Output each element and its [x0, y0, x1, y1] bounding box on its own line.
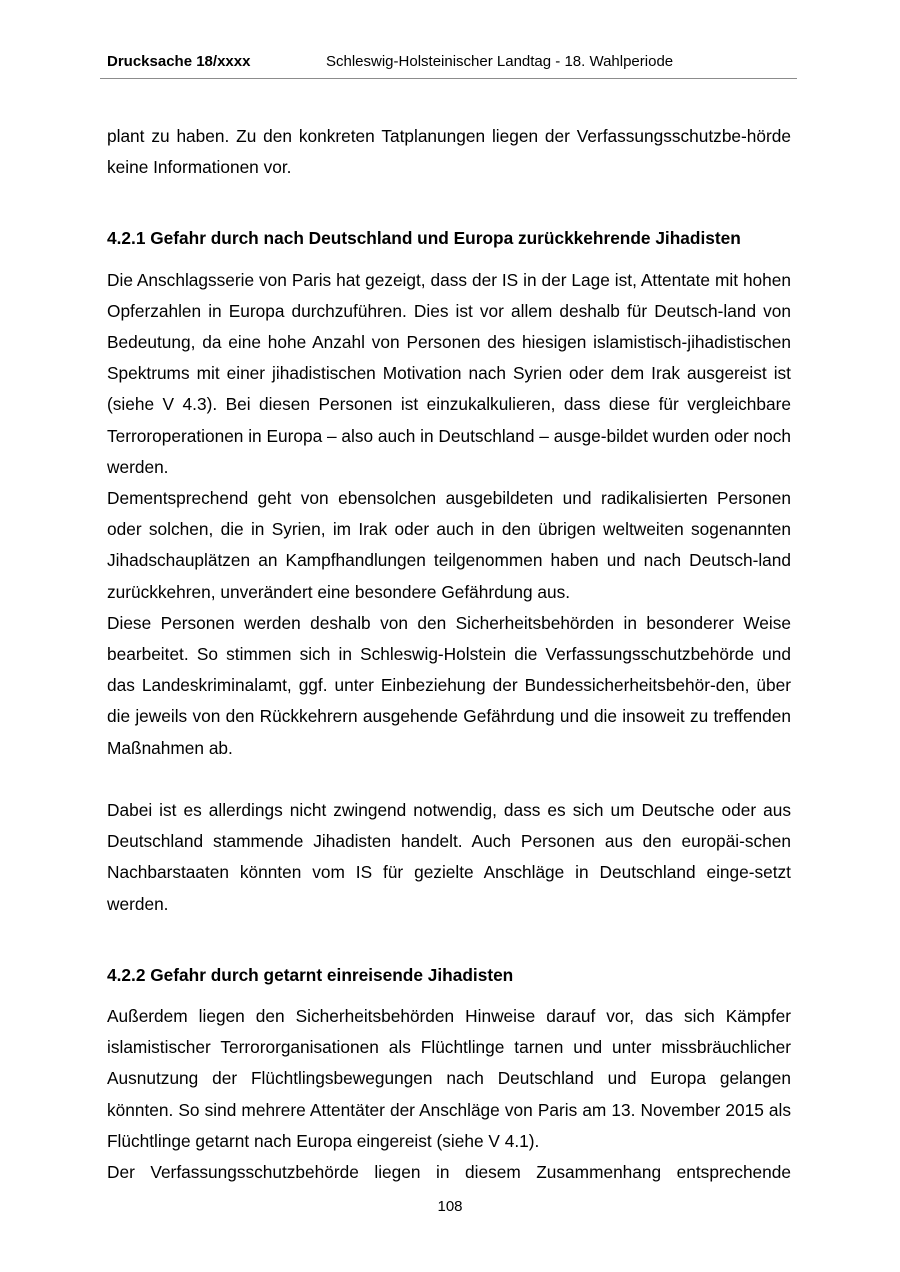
document-number: Drucksache 18/xxxx: [107, 53, 251, 70]
page-number: 108: [437, 1198, 463, 1215]
institution-title: Schleswig-Holsteinischer Landtag - 18. Wahlperiode: [326, 53, 674, 70]
page-header: [100, 52, 797, 79]
paragraph-4-2-1-c: Diese Personen werden deshalb von den Sicherheitsbehörden in besonderer Weise bearbeitet. So stimmen sich in Schleswig-Holstein die Verfassungsschutzbehörde und das Landeskriminalamt, ggf. unter Einbeziehung der Bundessicherheitsbehör-den, über die jeweils von den Rückkehrern ausgehende Gefährdung und die insoweit zu treffenden Maßnahmen ab.: [107, 612, 791, 758]
document-body: [107, 121, 791, 1188]
paragraph-4-2-1-d: Dabei ist es allerdings nicht zwingend notwendig, dass es sich um Deutsche oder aus Deutschland stammende Jihadisten handelt. Auch Personen aus den europäi-schen Nachbarstaaten könnten vom IS für gezielte Anschläge in Deutschland einge-setzt werden.: [107, 800, 791, 914]
paragraph-4-2-1-a: Die Anschlagsserie von Paris hat gezeigt, dass der IS in der Lage ist, Attentate mit hohen Opferzahlen in Europa durchzuführen. Dies ist vor allem deshalb für Deutsch-land von Bedeutung, da eine hohe Anzahl von Personen des hiesigen islamistisch-jihadistischen Spektrums mit einer jihadistischen Motivation nach Syrien oder dem Irak ausgereist ist (siehe V 4.3). Bei diesen Personen ist einzukalkulieren, dass diese für vergleichbare Terroroperationen in Europa – also auch in Deutschland – ausge-bildet wurden oder noch werden.: [107, 269, 792, 477]
spacer: [107, 183, 791, 223]
section-heading-4-2-2: 4.2.2 Gefahr durch getarnt einreisende Jihadisten: [107, 964, 514, 985]
spacer: [107, 764, 791, 795]
paragraph-4-2-1-b: Dementsprechend geht von ebensolchen ausgebildeten und radikalisierten Personen oder solchen, die in Syrien, im Irak oder auch in den übrigen weltweiten sogenannten Jihadschauplätzen an Kampfhandlungen teilgenommen haben und nach Deutsch-land zurückkehren, unverändert eine besondere Gefährdung aus.: [107, 488, 791, 602]
spacer: [107, 991, 791, 1001]
paragraph-4-2-2-b: Der Verfassungsschutzbehörde liegen in diesem Zusammenhang entsprechende: [107, 1162, 791, 1183]
spacer: [107, 920, 791, 960]
paragraph-4-2-2-a: Außerdem liegen den Sicherheitsbehörden Hinweise darauf vor, das sich Kämpfer islamistischer Terrororganisationen als Flüchtlinge tarnen und unter missbräuchlicher Ausnutzung der Flüchtlingsbewegungen nach Deutschland und Europa gelangen könnten. So sind mehrere Attentäter der Anschläge von Paris am 13. November 2015 als Flüchtlinge getarnt nach Europa eingereist (siehe V 4.1).: [107, 1006, 791, 1151]
section-heading-4-2-1: 4.2.1 Gefahr durch nach Deutschland und Europa zurückkehrende Jihadisten: [107, 228, 741, 249]
intro-paragraph: plant zu haben. Zu den konkreten Tatplanungen liegen der Verfassungsschutzbe-hörde keine Informationen vor.: [107, 126, 791, 178]
spacer: [107, 255, 791, 265]
